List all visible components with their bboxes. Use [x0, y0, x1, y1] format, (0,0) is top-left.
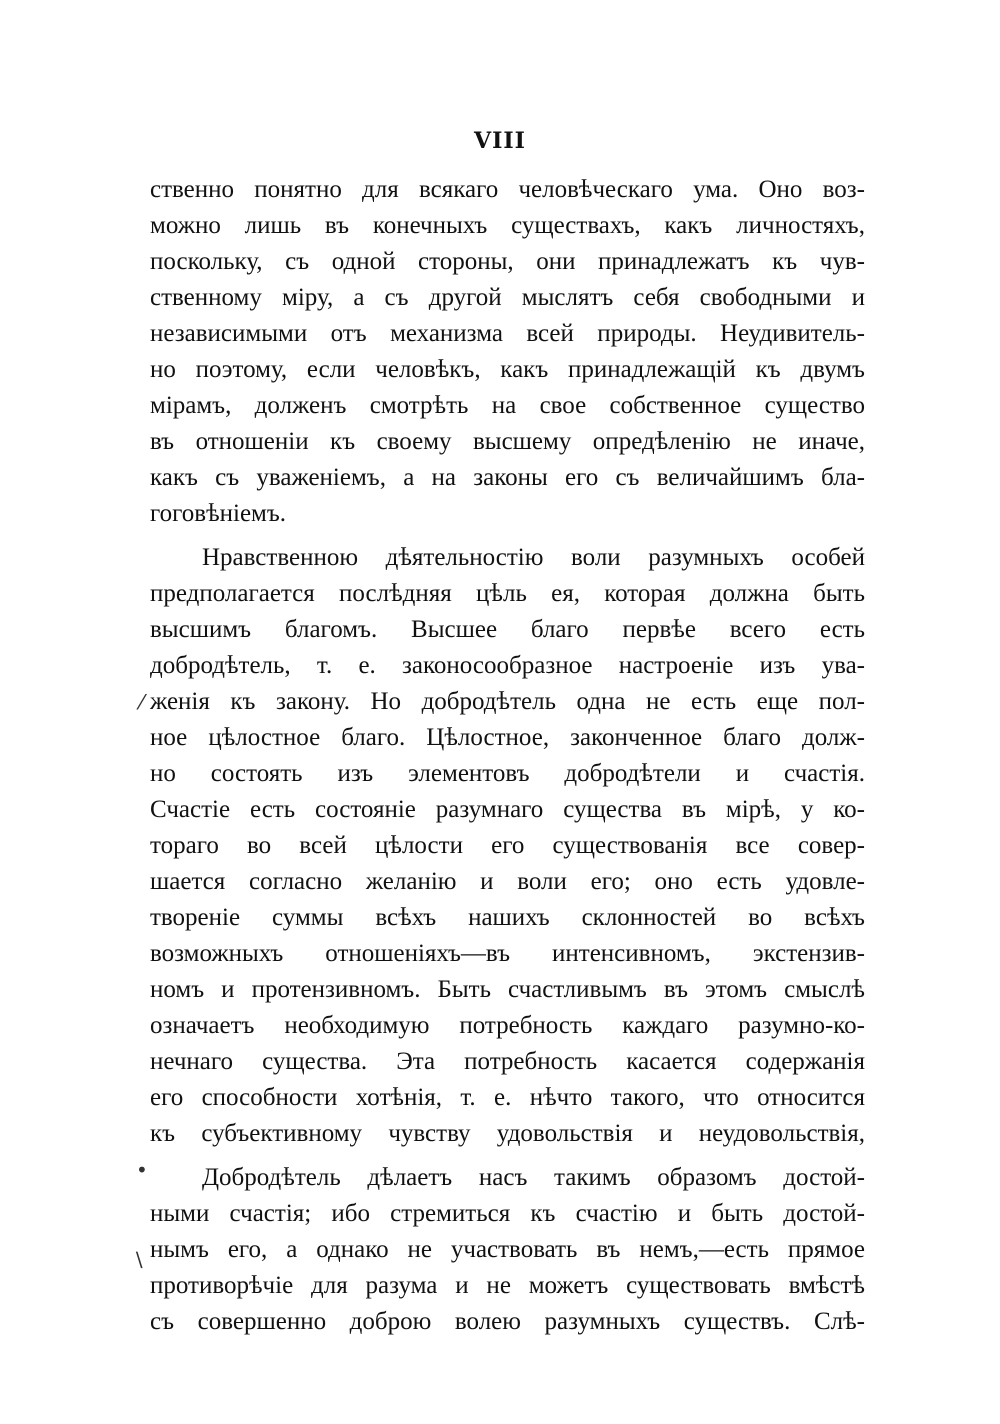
text-line: къ субъективному чувству удовольствія и неудовольствія,: [150, 1120, 865, 1147]
text-line: ными счастія; ибо стремиться къ счастію и быть достой-: [150, 1200, 865, 1227]
paragraph-1: [150, 172, 865, 532]
paragraph-3: [150, 1160, 865, 1340]
text-line: можно лишь въ конечныхъ существахъ, какъ личностяхъ,: [150, 212, 865, 239]
margin-tick-mark: ⁄: [140, 690, 144, 714]
text-line: нечнаго существа. Эта потребность касается содержанія: [150, 1048, 865, 1075]
text-line: Нравственною дѣятельностію воли разумныхъ особей: [202, 544, 865, 571]
text-line: но состоять изъ элементовъ добродѣтели и счастія.: [150, 760, 865, 787]
text-line: высшимъ благомъ. Высшее благо первѣе всего есть: [150, 616, 865, 643]
text-line: поскольку, съ одной стороны, они принадлежатъ къ чув-: [150, 248, 865, 275]
text-line: ственно понятно для всякаго человѣческаго ума. Оно воз-: [150, 176, 865, 203]
text-line: Счастіе есть состояніе разумнаго существа въ мірѣ, у ко-: [150, 796, 865, 823]
text-line: мірамъ, долженъ смотрѣть на свое собственное существо: [150, 392, 865, 419]
text-line: тораго во всей цѣлости его существованія все совер-: [150, 832, 865, 859]
text-line: возможныхъ отношеніяхъ—въ интенсивномъ, экстензив-: [150, 940, 865, 967]
text-line: какъ съ уваженіемъ, а на законы его съ величайшимъ бла-: [150, 464, 865, 491]
text-line: противорѣчіе для разума и не можетъ существовать вмѣстѣ: [150, 1272, 865, 1299]
text-line: но поэтому, если человѣкъ, какъ принадлежащій къ двумъ: [150, 356, 865, 383]
paragraph-2: [150, 540, 865, 1152]
text-line: въ отношеніи къ своему высшему опредѣленію не иначе,: [150, 428, 865, 455]
margin-dot-mark: •: [136, 1158, 148, 1182]
text-line: означаетъ необходимую потребность каждаго разумно-ко-: [150, 1012, 865, 1039]
page-body: [150, 172, 865, 1340]
text-line: твореніе суммы всѣхъ нашихъ склонностей во всѣхъ: [150, 904, 865, 931]
text-line: гоговѣніемъ.: [150, 500, 287, 527]
text-line: добродѣтель, т. е. законосообразное настроеніе изъ ува-: [150, 652, 865, 679]
text-line: предполагается послѣдняя цѣль ея, которая должна быть: [150, 580, 865, 607]
text-line: ное цѣлостное благо. Цѣлостное, законченное благо долж-: [150, 724, 865, 751]
text-line: шается согласно желанію и воли его; оно есть удовле-: [150, 868, 865, 895]
text-line: ственному міру, а съ другой мыслятъ себя свободными и: [150, 284, 865, 311]
margin-slash-mark: ∖: [132, 1248, 145, 1272]
text-line: нымъ его, а однако не участвовать въ немъ,—есть прямое: [150, 1236, 865, 1263]
text-line: независимыми отъ механизма всей природы. Неудивитель-: [150, 320, 865, 347]
text-line: номъ и протензивномъ. Быть счастливымъ въ этомъ смыслѣ: [150, 976, 865, 1003]
text-line: его способности хотѣнія, т. е. нѣчто такого, что относится: [150, 1084, 865, 1111]
page-number: VIII: [474, 128, 526, 154]
text-line: Добродѣтель дѣлаетъ насъ такимъ образомъ достой-: [202, 1164, 865, 1191]
text-line: женія къ закону. Но добродѣтель одна не есть еще пол-: [150, 688, 865, 715]
text-line: съ совершенно доброю волею разумныхъ существъ. Слѣ-: [150, 1308, 865, 1335]
